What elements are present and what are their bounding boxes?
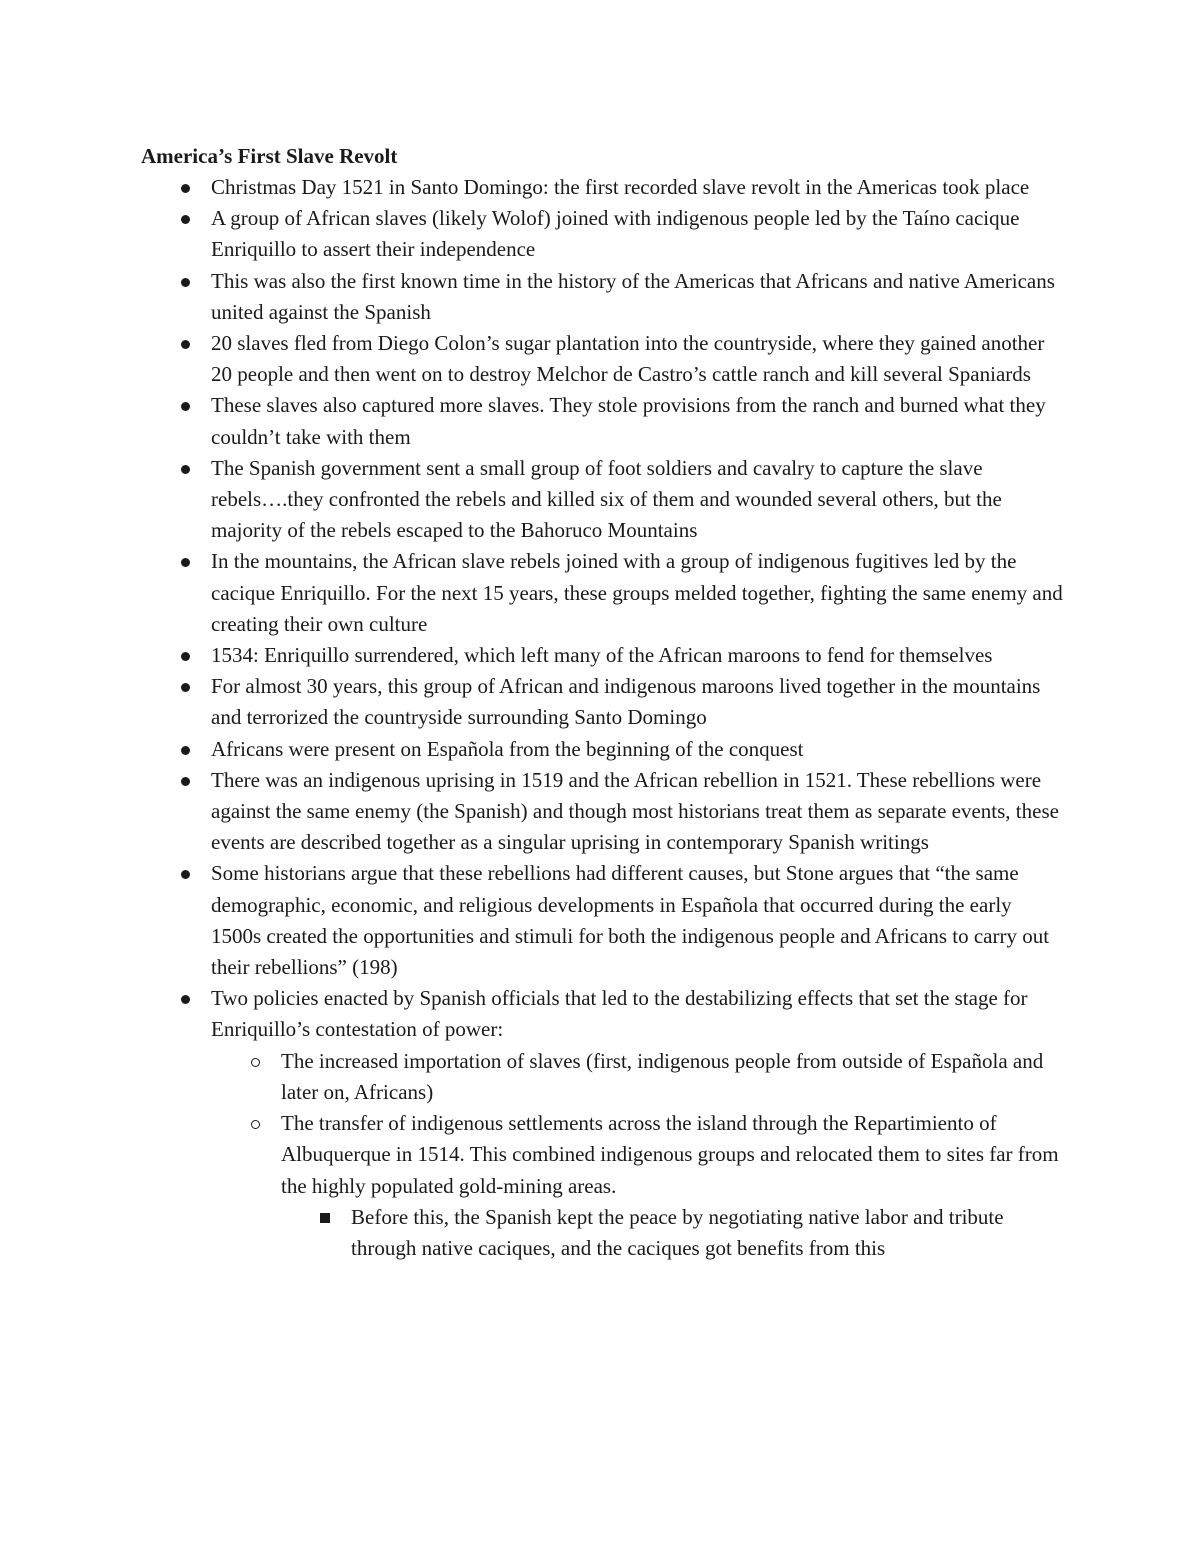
list-item xyxy=(141,858,1066,983)
list-item xyxy=(141,765,1066,859)
bullet-circle-icon xyxy=(251,1120,260,1129)
list-item-text: In the mountains, the African slave rebels joined with a group of indigenous fugitives led by the cacique Enriquillo. For the next 15 years, these groups melded together, fighting the same enemy and creating their own culture xyxy=(211,549,1063,636)
bullet-square-icon xyxy=(320,1213,330,1223)
list-item xyxy=(141,640,1066,671)
list-item-text: Christmas Day 1521 in Santo Domingo: the first recorded slave revolt in the Americas took place xyxy=(211,175,1030,199)
list-item xyxy=(141,172,1066,203)
sub-list-item-text: The transfer of indigenous settlements across the island through the Repartimiento of Albuquerque in 1514. This combined indigenous groups and relocated them to sites far from the highly populated gold-mining areas. xyxy=(281,1111,1059,1198)
bullet-disc-icon xyxy=(181,870,190,879)
list-item-text: This was also the first known time in the history of the Americas that Africans and native Americans united against the Spanish xyxy=(211,268,1055,324)
sub-list-item xyxy=(211,1108,1066,1264)
list-item xyxy=(141,734,1066,765)
sub-sub-list-item xyxy=(281,1202,1066,1264)
list-item xyxy=(141,203,1066,265)
list-item-text: 1534: Enriquillo surrendered, which left many of the African maroons to fend for themselves xyxy=(211,643,993,668)
list-item-text: A group of African slaves (likely Wolof) joined with indigenous people led by the Taíno cacique Enriquillo to assert their independence xyxy=(211,206,1020,262)
list-item xyxy=(141,983,1066,1264)
list-item xyxy=(141,390,1066,452)
bullet-disc-icon xyxy=(181,777,190,786)
bullet-disc-icon xyxy=(181,558,190,567)
list-item xyxy=(141,266,1066,328)
bullet-disc-icon xyxy=(181,652,190,661)
list-item-text: The Spanish government sent a small group of foot soldiers and cavalry to capture the slave rebels….they confronted the rebels and killed six of them and wounded several others, but the majority of the rebels escaped to the Bahoruco Mountains xyxy=(211,455,1002,543)
list-item-text: There was an indigenous uprising in 1519 and the African rebellion in 1521. These rebellions were against the same enemy (the Spanish) and though most historians treat them as separate events, these events are described together as a singular uprising in contemporary Spanish writings xyxy=(211,767,1059,855)
bullet-circle-icon xyxy=(251,1058,260,1067)
list-item-text: Africans were present on Española from the beginning of the conquest xyxy=(211,736,804,761)
bullet-disc-icon xyxy=(181,215,190,224)
bullet-disc-icon xyxy=(181,995,190,1004)
list-item xyxy=(141,671,1066,733)
bullet-disc-icon xyxy=(181,683,190,692)
bullet-disc-icon xyxy=(181,402,190,411)
list-item-text: 20 slaves fled from Diego Colon’s sugar plantation into the countryside, where they gained another 20 people and then went on to destroy Melchor de Castro’s cattle ranch and kill several Spaniards xyxy=(211,331,1045,387)
bullet-disc-icon xyxy=(181,184,190,193)
list-item xyxy=(141,453,1066,547)
list-item-text: Two policies enacted by Spanish officials that led to the destabilizing effects that set the stage for Enriquillo’s contestation of power: xyxy=(211,986,1028,1042)
list-item-text: Some historians argue that these rebellions had different causes, but Stone argues that “the same demographic, economic, and religious developments in Española that occurred during the early 1500s created the opportunities and stimuli for both the indigenous people and Africans to carry out their rebellions” (198) xyxy=(211,861,1050,980)
sub-list-item xyxy=(211,1046,1066,1108)
list-item xyxy=(141,328,1066,390)
list-item xyxy=(141,546,1066,640)
list-item-text: These slaves also captured more slaves. They stole provisions from the ranch and burned what they couldn’t take with them xyxy=(211,393,1046,449)
bullet-list xyxy=(141,172,1066,1264)
bullet-disc-icon xyxy=(181,340,190,349)
bullet-disc-icon xyxy=(181,746,190,755)
bullet-disc-icon xyxy=(181,278,190,287)
sub-bullet-list xyxy=(211,1046,1066,1264)
document-title: America’s First Slave Revolt xyxy=(141,144,398,168)
sub-sub-list-item-text: Before this, the Spanish kept the peace by negotiating native labor and tribute through native caciques, and the caciques got benefits from this xyxy=(351,1204,1004,1260)
list-item-text: For almost 30 years, this group of African and indigenous maroons lived together in the mountains and terrorized the countryside surrounding Santo Domingo xyxy=(211,674,1041,730)
bullet-disc-icon xyxy=(181,465,190,474)
sub-sub-bullet-list xyxy=(281,1202,1066,1264)
sub-list-item-text: The increased importation of slaves (first, indigenous people from outside of Española and later on, Africans) xyxy=(281,1048,1044,1104)
